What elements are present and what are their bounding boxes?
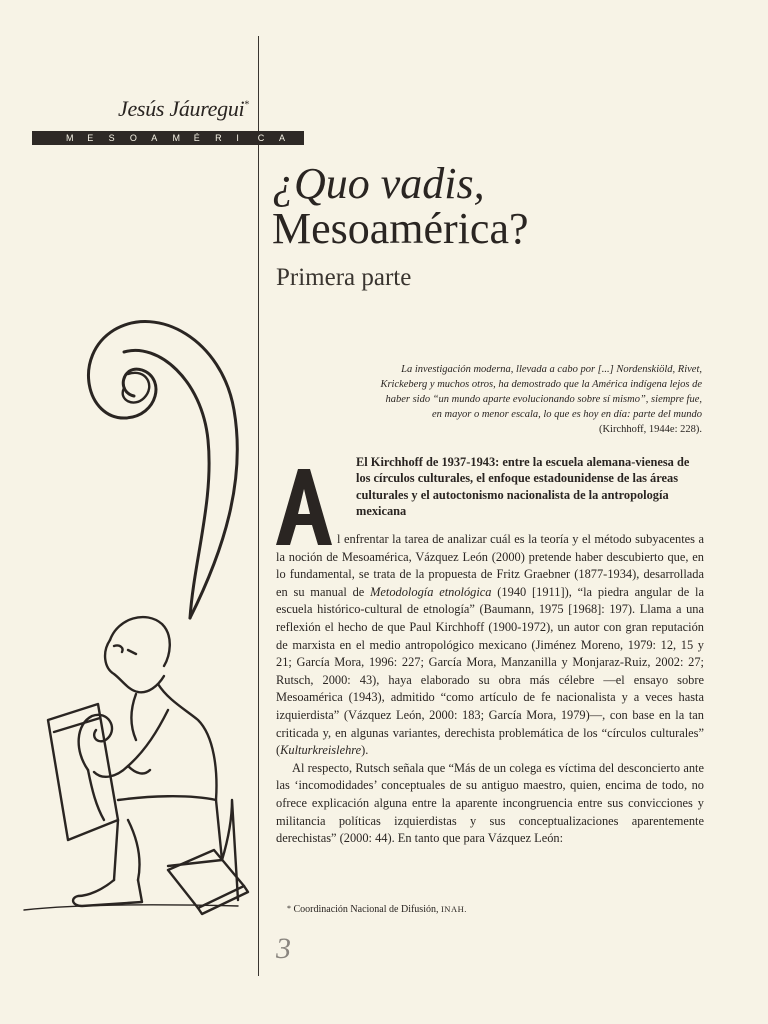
section-letter: É: [193, 133, 200, 143]
section-letter: O: [129, 133, 137, 143]
epigraph-citation: (Kirchhoff, 1944e: 228).: [598, 424, 702, 435]
text-run: ).: [361, 743, 369, 758]
section-letter: M: [66, 133, 74, 143]
section-letter: M: [172, 133, 180, 143]
section-letter: I: [236, 133, 239, 143]
text-run: Al respecto, Rutsch señala que “Más de un colega es víctima del desconcierto ante las ‘incomodidades’ conceptuales de su antiguo maestro, quien, encima de todo, no ofrece explicación alguna entre la aparente incongruencia entre sus convicciones y militancia políticas izquierdistas y sus conceptualizaciones aparentemente derechistas” (2000: 44). En tanto que para Vázquez León:: [276, 760, 704, 846]
italic-term: Metodología etnológica: [370, 584, 492, 599]
epigraph-line: Krickeberg y muchos otros, ha demostrado que la América indígena lejos de: [380, 379, 702, 390]
title-line-1: ¿Quo vadis,: [272, 159, 485, 208]
section-letter: R: [215, 133, 222, 143]
section-letter: A: [151, 133, 158, 143]
section-banner: [32, 131, 304, 145]
section-letter: E: [87, 133, 94, 143]
text-run: l enfrentar la tarea de analizar cuál es la teoría y el método subyacentes a la noción de Mesoamérica, Vázquez León (2000) pretende haber descubierto que, en lo fundamental, se trata de la propuesta de Fritz Graebner (1877-1934), desarrollada en su manual de: [276, 532, 704, 599]
italic-term: Kulturkreislehre: [280, 743, 362, 758]
section-heading: El Kirchhoff de 1937-1943: entre la escuela alemana-vienesa de los círculos culturales, el enfoque estadounidense de las áreas culturales y el autoctonismo nacionalista de la antropología mexicana: [356, 455, 690, 518]
vertical-rule: [258, 36, 259, 976]
footnote-mark: *: [287, 904, 291, 913]
footnote-text: Coordinación Nacional de Difusión,: [293, 904, 439, 915]
page-number: 3: [276, 932, 291, 965]
seated-figure-speech-scroll-illustration: [18, 300, 258, 920]
section-letter: A: [279, 133, 286, 143]
drop-cap-letter: A: [276, 469, 277, 470]
epigraph-line: en mayor o menor escala, lo que es hoy en día: parte del mundo: [431, 409, 702, 420]
body-paragraph: [276, 531, 704, 760]
epigraph-line: haber sido “un mundo aparte evolucionando sobre sí mismo”, siempre fue,: [385, 394, 702, 405]
body-paragraph: [276, 760, 704, 848]
title-line-2: Mesoamérica?: [272, 204, 529, 253]
text-run: (1940 [1911]), “la piedra angular de la escuela histórico-cultural de etnología” (Baumann, 1975 [1968]: 197). Llama a una reflexión el hecho de que Paul Kirchhoff (1900-1972), un autor con gran reputación de marxista en el medio antropológico mexicano (Jiménez Moreno, 1979: 12, 15 y 21; García Mora, 1996: 227; García Mora, Manzanilla y Monjaraz-Ruiz, 2002: 27; Rutsch, 2000: 43), haya elaborado su obra más célebre —el ensayo sobre Mesoamérica (1943), admitido “como artículo de fe nacionalista y a veces hasta izquierdista” (Vázquez León, 2000: 183; García Mora, 1979)—, con base en la tan criticada y, en algunas variantes, derechista problemática de los “círculos culturales” (: [276, 584, 704, 758]
section-letter: S: [108, 133, 115, 143]
subtitle: Primera parte: [276, 264, 412, 291]
footnote: [287, 904, 467, 915]
epigraph-line: La investigación moderna, llevada a cabo por [...] Nordenskiöld, Rivet,: [401, 364, 702, 375]
epigraph: [300, 362, 702, 437]
section-letter: C: [257, 133, 265, 143]
footnote-org: INAH.: [440, 904, 467, 914]
body-text: [276, 531, 704, 848]
author-name: Jesús Jáuregui*: [118, 96, 250, 121]
